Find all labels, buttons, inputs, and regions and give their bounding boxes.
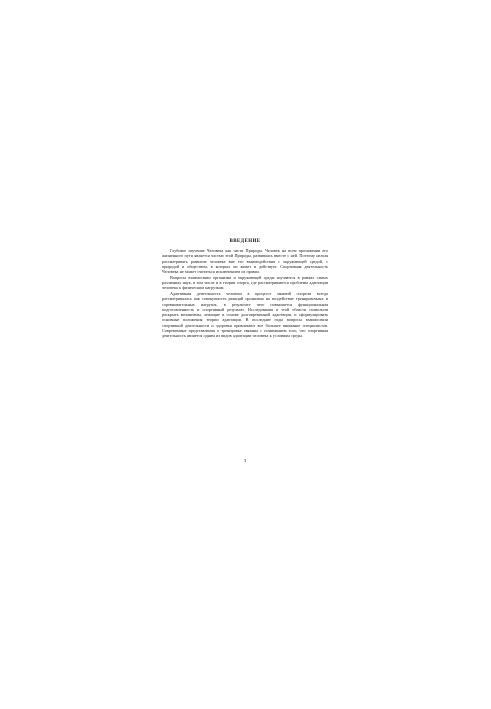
paragraph: Вопросы взаимосвязи организма и окружающей среды изучаются в рамках самых различных наук, в том числе и в теории спорта, где рассматриваются проблемы адаптации человека к физическим нагрузкам. xyxy=(162,274,328,291)
paragraph: Глубокое изучение Человека как части Природы. Человек на всем протяжении его жизненного пути является частью этой Природы, развиваясь вместе с ней. Поэтому нельзя рассматривать развитие человека вне его взаимодействия с окружающей средой, с природой и обществом, в которых он живет и действует. Спортивная деятельность Человека не может считаться исключением из правил. xyxy=(162,248,328,275)
page-number: 3 xyxy=(243,458,247,463)
paragraph: Адаптивная деятельность человека в процессе занятий спортом всегда рассматривалась как совокупность реакций организма на воздействие тренировочных и соревновательных нагрузок, в результате чего повышается функциональная подготовленность и спортивный результат. Исследования в этой области позволили раскрыть механизмы, лежащие в основе долговременной адаптации, и сформулировать основные положения теории адаптации. В последние годы вопросы взаимосвязи спортивной деятельности и здоровья привлекают все большее внимание специалистов. Современные представления о тренировке связаны с пониманием того, что спортивная деятельность является одним из видов адаптации человека к условиям среды. xyxy=(162,290,328,339)
text-page xyxy=(162,239,328,463)
page-heading: ВВЕДЕНИЕ xyxy=(229,239,261,244)
